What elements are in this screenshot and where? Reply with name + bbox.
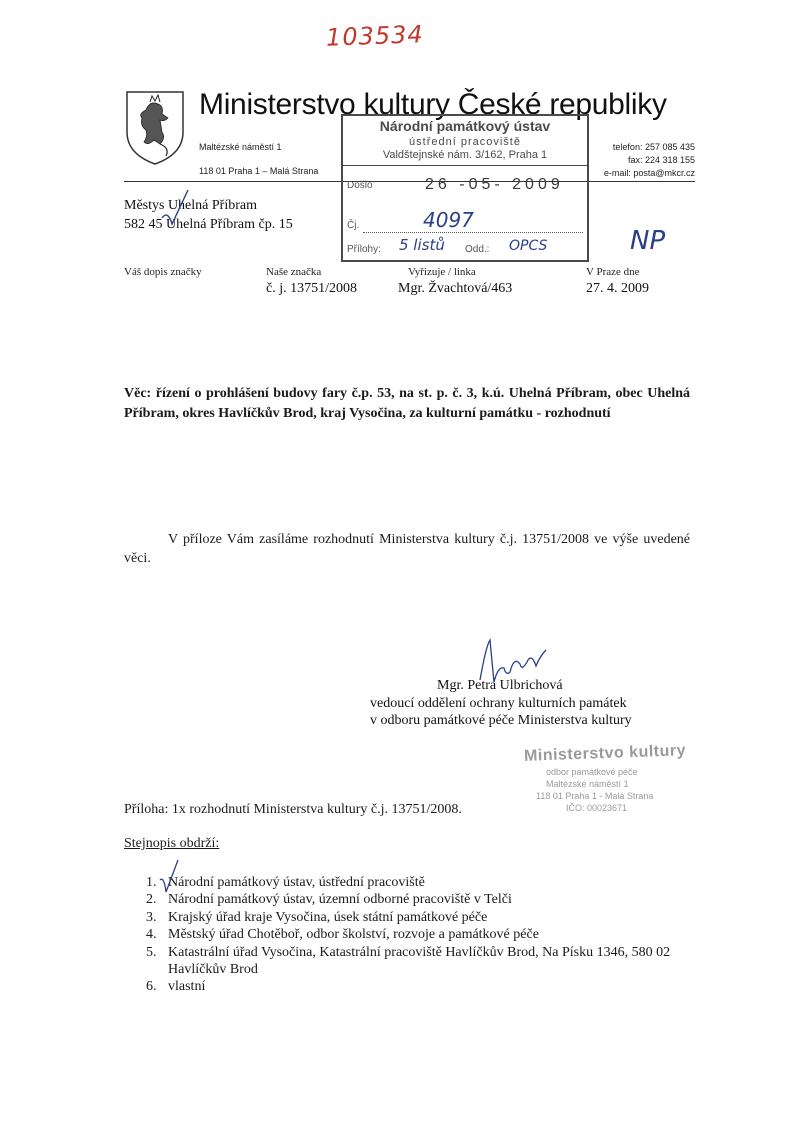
stamp-dept-handwritten: OPCS (509, 238, 548, 254)
ministry-office-stamp (510, 742, 710, 825)
ms-stamp-line3: 118 01 Praha 1 - Malá Strana (536, 791, 654, 801)
copies-list-item (146, 909, 706, 926)
ministry-email: e-mail: posta@mkcr.cz (603, 168, 695, 178)
copies-item-text: Městský úřad Chotěboř, odbor školství, rozvoje a památkové péče (168, 927, 539, 943)
copies-list-item (146, 891, 706, 908)
copies-list-item (146, 874, 706, 891)
copies-item-number: 4. (146, 927, 157, 943)
ms-stamp-line4: IČO: 00023671 (566, 803, 628, 813)
copies-list-item (146, 944, 706, 979)
handwritten-tick-icon (158, 858, 180, 899)
recipient-line1: Městys Uhelná Příbram (124, 198, 257, 213)
body-paragraph: V příloze Vám zasíláme rozhodnutí Ministerstva kultury č.j. 13751/2008 ve výše uvedené věci. (124, 532, 690, 566)
copies-item-number: 2. (146, 892, 157, 908)
stamp-number-handwritten: 4097 (423, 208, 474, 232)
ministry-address-line1: Maltézské náměstí 1 (199, 142, 282, 152)
our-ref-value: č. j. 13751/2008 (266, 281, 357, 296)
copies-list-item (146, 926, 706, 943)
stamp-unit: ústřední pracoviště (409, 136, 521, 148)
ms-stamp-title: Ministerstvo kultury (523, 742, 687, 765)
letter-date: 27. 4. 2009 (586, 281, 649, 296)
ministry-name-heading: Ministerstvo kultury České republiky (199, 88, 667, 121)
stamp-attachments-handwritten: 5 listů (399, 236, 445, 254)
attachment-note: Příloha: 1x rozhodnutí Ministerstva kultury č.j. 13751/2008. (124, 802, 462, 817)
stamp-attachments-label: Přílohy: (347, 244, 381, 255)
copies-item-text: Katastrální úřad Vysočina, Katastrální pracoviště Havlíčkův Brod, Na Písku 1346, 580 02 Havlíčkův Brod (168, 944, 671, 978)
stamp-divider (343, 165, 587, 166)
copies-list (146, 874, 706, 996)
copies-item-text: vlastní (168, 979, 206, 995)
copies-item-number: 6. (146, 979, 157, 995)
copies-item-number: 1. (146, 875, 157, 890)
stamp-number-line (363, 232, 583, 233)
stamp-address: Valdštejnské nám. 3/162, Praha 1 (382, 149, 548, 161)
your-ref-label: Váš dopis značky (124, 266, 202, 278)
signatory-name: Mgr. Petra Ulbrichová (437, 678, 563, 693)
place-date-label: V Praze dne (586, 266, 640, 278)
subject-heading: Věc: řízení o prohlášení budovy fary č.p. 53, na st. p. č. 3, k.ú. Uhelná Příbram, obec Uhelná Příbram, okres Havlíčkův Brod, kraj Vysočina, za kulturní památku - rozhodnutí (124, 386, 690, 421)
ministry-phone: telefon: 257 085 435 (612, 142, 695, 152)
our-ref-label: Naše značka (266, 266, 322, 278)
stamp-date: 26 -05- 2009 (425, 176, 564, 193)
recipient-line2: 582 45 Uhelná Příbram čp. 15 (124, 217, 293, 232)
ms-stamp-line2: Maltézské náměstí 1 (546, 779, 629, 789)
copies-item-number: 3. (146, 909, 157, 925)
czech-coat-of-arms-icon (124, 88, 186, 166)
handwritten-initials: NP (630, 226, 666, 256)
copies-item-text: Krajský úřad kraje Vysočina, úsek státní památkové péče (168, 909, 488, 925)
stamp-org: Národní památkový ústav (379, 118, 551, 134)
handwritten-registry-number: 103534 (325, 20, 425, 52)
signatory-role1: vedoucí oddělení ochrany kulturních památek (370, 696, 627, 711)
stamp-number-label: Čj. (347, 220, 360, 231)
handler-value: Mgr. Žvachtová/463 (398, 281, 513, 296)
ministry-address-line2: 118 01 Praha 1 – Malá Strana (199, 166, 319, 176)
copies-list-item (146, 978, 706, 995)
received-stamp (341, 114, 589, 262)
handler-label: Vyřizuje / linka (408, 266, 476, 278)
handwritten-check-mark-icon (160, 188, 190, 233)
stamp-date-label: Došlo (347, 180, 373, 191)
copies-item-number: 5. (146, 944, 157, 960)
ms-stamp-line1: odbor památkové péče (546, 767, 638, 777)
copies-item-text: Národní památkový ústav, územní odborné pracoviště v Telči (168, 892, 512, 908)
copies-heading: Stejnopis obdrží: (124, 836, 220, 851)
stamp-dept-label: Odd.: (465, 244, 490, 255)
signatory-role2: v odboru památkové péče Ministerstva kultury (370, 713, 632, 728)
copies-item-text: Národní památkový ústav, ústřední pracoviště (168, 875, 425, 890)
ministry-fax: fax: 224 318 155 (627, 155, 695, 165)
